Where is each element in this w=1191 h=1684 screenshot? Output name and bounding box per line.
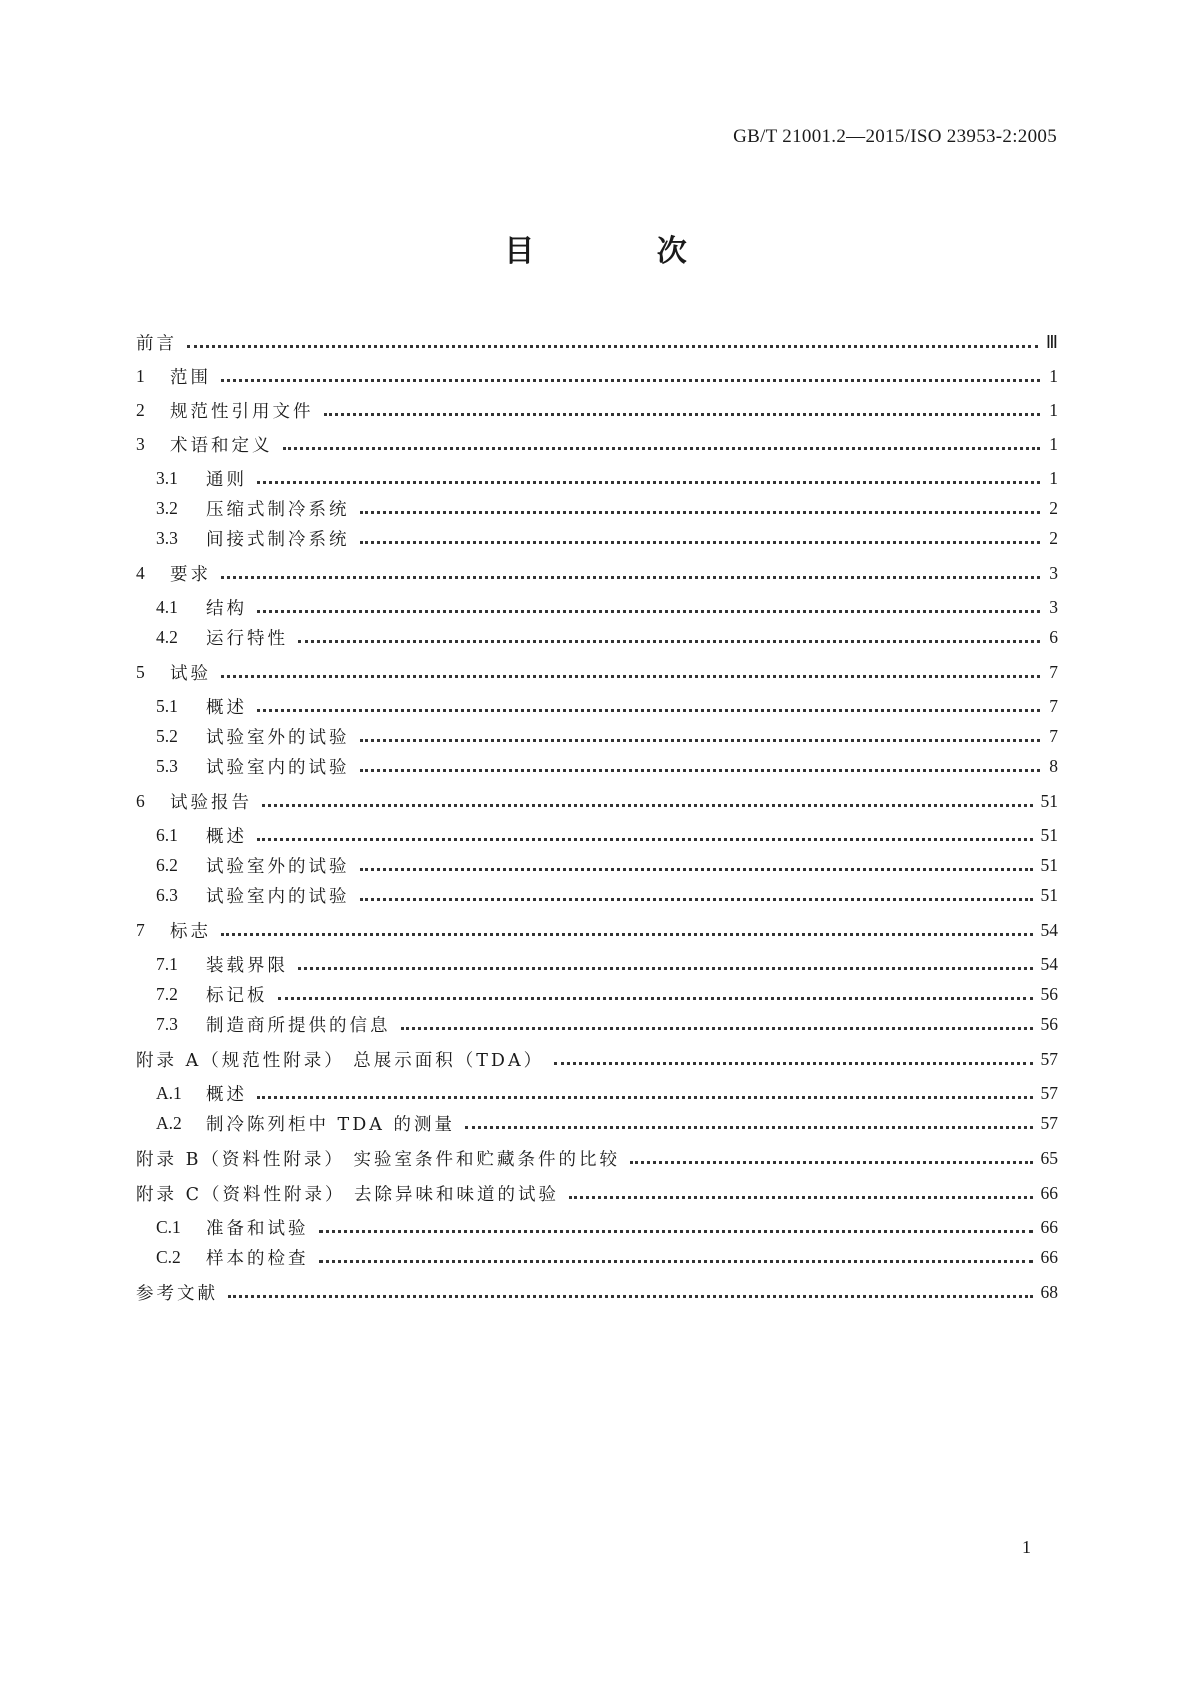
toc-leader: [360, 739, 1041, 742]
toc-page: 57: [1040, 1082, 1058, 1103]
toc-number: 1: [136, 365, 145, 386]
toc-label: 样本的检查: [206, 1248, 309, 1269]
toc-leader: [257, 1096, 1033, 1099]
toc-page: 1: [1049, 399, 1058, 420]
toc-page: 51: [1040, 854, 1058, 875]
toc-entry-1[interactable]: [136, 361, 1058, 391]
toc-number: 2: [136, 399, 145, 420]
toc-leader: [221, 675, 1040, 678]
toc-entry-3-1[interactable]: [156, 463, 1058, 493]
toc-page: 66: [1040, 1246, 1058, 1267]
toc-page: 65: [1040, 1147, 1058, 1168]
toc-label: 附录 C（资料性附录） 去除异味和味道的试验: [136, 1184, 560, 1205]
toc-entry-3-2[interactable]: [156, 493, 1058, 523]
toc-page: 3: [1049, 596, 1058, 617]
toc-page: 57: [1040, 1112, 1058, 1133]
toc-label: 附录 A（规范性附录） 总展示面积（TDA）: [136, 1050, 545, 1071]
toc-label: 试验报告: [170, 792, 252, 813]
toc-page: 66: [1040, 1216, 1058, 1237]
toc-label: 前言: [136, 333, 177, 354]
toc-number: 7.3: [156, 1013, 178, 1034]
toc-leader: [465, 1126, 1033, 1129]
toc-page: 54: [1040, 919, 1058, 940]
toc-entry-2[interactable]: [136, 395, 1058, 425]
toc-leader: [401, 1027, 1033, 1030]
toc-entry-6-1[interactable]: [156, 820, 1058, 850]
toc-entry-c-1[interactable]: [156, 1212, 1058, 1242]
toc-entry-4-2[interactable]: [156, 622, 1058, 652]
toc-label: 范围: [170, 367, 211, 388]
toc-page: 7: [1049, 725, 1058, 746]
toc-number: 6: [136, 790, 145, 811]
toc-entry-c-2[interactable]: [156, 1242, 1058, 1272]
toc-label: 标志: [170, 921, 211, 942]
toc-page: Ⅲ: [1045, 331, 1058, 352]
toc-label: 试验: [170, 663, 211, 684]
toc-leader: [298, 640, 1040, 643]
toc-label: 结构: [206, 598, 247, 619]
toc-leader: [221, 576, 1040, 579]
toc-leader: [319, 1260, 1033, 1263]
toc-page: 56: [1040, 983, 1058, 1004]
toc-leader: [187, 345, 1038, 348]
toc-number: 3.1: [156, 467, 178, 488]
toc-leader: [569, 1196, 1032, 1199]
toc-label: 准备和试验: [206, 1218, 309, 1239]
toc-entry-4[interactable]: [136, 558, 1058, 588]
toc-number: 5.2: [156, 725, 178, 746]
toc-label: 制造商所提供的信息: [206, 1015, 391, 1036]
toc-number: 3: [136, 433, 145, 454]
toc-label: 附录 B（资料性附录） 实验室条件和贮藏条件的比较: [136, 1149, 620, 1170]
toc-label: 概述: [206, 1084, 247, 1105]
toc-leader: [257, 709, 1040, 712]
toc-page: 2: [1049, 497, 1058, 518]
toc-page: 51: [1040, 824, 1058, 845]
toc-label: 通则: [206, 469, 247, 490]
toc-leader: [360, 541, 1041, 544]
toc-label: 试验室外的试验: [206, 727, 350, 748]
toc-number: 7.1: [156, 953, 178, 974]
toc-page: 56: [1040, 1013, 1058, 1034]
toc-label: 概述: [206, 826, 247, 847]
toc-entry-a-1[interactable]: [156, 1078, 1058, 1108]
toc-leader: [554, 1062, 1032, 1065]
toc-number: 4.2: [156, 626, 178, 647]
toc-leader: [221, 379, 1040, 382]
toc-entry-annex-c[interactable]: [136, 1178, 1058, 1208]
toc-leader: [221, 933, 1033, 936]
toc-entry-5-1[interactable]: [156, 691, 1058, 721]
toc-entry-annex-b[interactable]: [136, 1143, 1058, 1173]
toc-page: 57: [1040, 1048, 1058, 1069]
toc-leader: [360, 868, 1033, 871]
toc-entry-3-3[interactable]: [156, 523, 1058, 553]
toc-number: 3.2: [156, 497, 178, 518]
toc-leader: [319, 1230, 1033, 1233]
toc-page: 1: [1049, 467, 1058, 488]
toc-entry-4-1[interactable]: [156, 592, 1058, 622]
toc-entry-bibliography[interactable]: [136, 1277, 1058, 1307]
toc-label: 要求: [170, 564, 211, 585]
toc-leader: [360, 511, 1041, 514]
toc-entry-6[interactable]: [136, 786, 1058, 816]
toc-number: 7: [136, 919, 145, 940]
toc-leader: [324, 413, 1041, 416]
toc-number: 5: [136, 661, 145, 682]
toc-entry-5[interactable]: [136, 657, 1058, 687]
toc-label: 规范性引用文件: [170, 401, 314, 422]
page-title: 目 次: [504, 234, 743, 269]
toc-entry-5-3[interactable]: [156, 751, 1058, 781]
toc-page: 68: [1040, 1281, 1058, 1302]
toc-label: 试验室内的试验: [206, 886, 350, 907]
toc-label: 试验室外的试验: [206, 856, 350, 877]
toc-label: 试验室内的试验: [206, 757, 350, 778]
toc-leader: [257, 481, 1040, 484]
toc-page: 7: [1049, 695, 1058, 716]
toc-label: 制冷陈列柜中 TDA 的测量: [206, 1114, 455, 1135]
toc-page: 1: [1049, 433, 1058, 454]
toc-leader: [257, 610, 1040, 613]
toc-leader: [278, 997, 1033, 1000]
toc-leader: [228, 1295, 1033, 1298]
toc-entry-5-2[interactable]: [156, 721, 1058, 751]
toc-entry-3[interactable]: [136, 429, 1058, 459]
toc-leader: [298, 967, 1033, 970]
toc-leader: [262, 804, 1033, 807]
toc-entry-7-2[interactable]: [156, 979, 1058, 1009]
toc-label: 间接式制冷系统: [206, 529, 350, 550]
toc-number: 3.3: [156, 527, 178, 548]
toc-number: C.2: [156, 1246, 181, 1267]
toc-number: 6.3: [156, 884, 178, 905]
toc-number: 4.1: [156, 596, 178, 617]
toc-label: 概述: [206, 697, 247, 718]
toc-page: 6: [1049, 626, 1058, 647]
toc-label: 参考文献: [136, 1283, 218, 1304]
toc-entry-7-3[interactable]: [156, 1009, 1058, 1039]
toc-page: 7: [1049, 661, 1058, 682]
toc-entry-6-2[interactable]: [156, 850, 1058, 880]
toc-number: A.1: [156, 1082, 182, 1103]
toc-page: 2: [1049, 527, 1058, 548]
toc-number: 5.3: [156, 755, 178, 776]
toc-entry-annex-a[interactable]: [136, 1044, 1058, 1074]
toc-page: 54: [1040, 953, 1058, 974]
toc-page: 8: [1049, 755, 1058, 776]
toc-entry-6-3[interactable]: [156, 880, 1058, 910]
toc-entry-foreword[interactable]: [136, 327, 1058, 357]
toc-leader: [257, 838, 1033, 841]
toc-number: A.2: [156, 1112, 182, 1133]
toc-number: 6.1: [156, 824, 178, 845]
toc-leader: [360, 769, 1041, 772]
toc-label: 压缩式制冷系统: [206, 499, 350, 520]
toc-page: 51: [1040, 884, 1058, 905]
toc-label: 装载界限: [206, 955, 288, 976]
toc-number: C.1: [156, 1216, 181, 1237]
toc-number: 4: [136, 562, 145, 583]
toc-entry-a-2[interactable]: [156, 1108, 1058, 1138]
toc-page: 51: [1040, 790, 1058, 811]
toc-entry-7-1[interactable]: [156, 949, 1058, 979]
toc-label: 运行特性: [206, 628, 288, 649]
toc-label: 术语和定义: [170, 435, 273, 456]
toc-number: 5.1: [156, 695, 178, 716]
toc-page: 3: [1049, 562, 1058, 583]
toc-page: 1: [1049, 365, 1058, 386]
toc-leader: [283, 447, 1041, 450]
toc-label: 标记板: [206, 985, 268, 1006]
toc-number: 6.2: [156, 854, 178, 875]
toc-leader: [360, 898, 1033, 901]
toc-page: 66: [1040, 1182, 1058, 1203]
toc-number: 7.2: [156, 983, 178, 1004]
standard-code: GB/T 21001.2—2015/ISO 23953-2:2005: [733, 126, 1057, 147]
footer-page-number: 1: [1022, 1537, 1031, 1557]
toc-leader: [630, 1161, 1033, 1164]
toc-entry-7[interactable]: [136, 915, 1058, 945]
